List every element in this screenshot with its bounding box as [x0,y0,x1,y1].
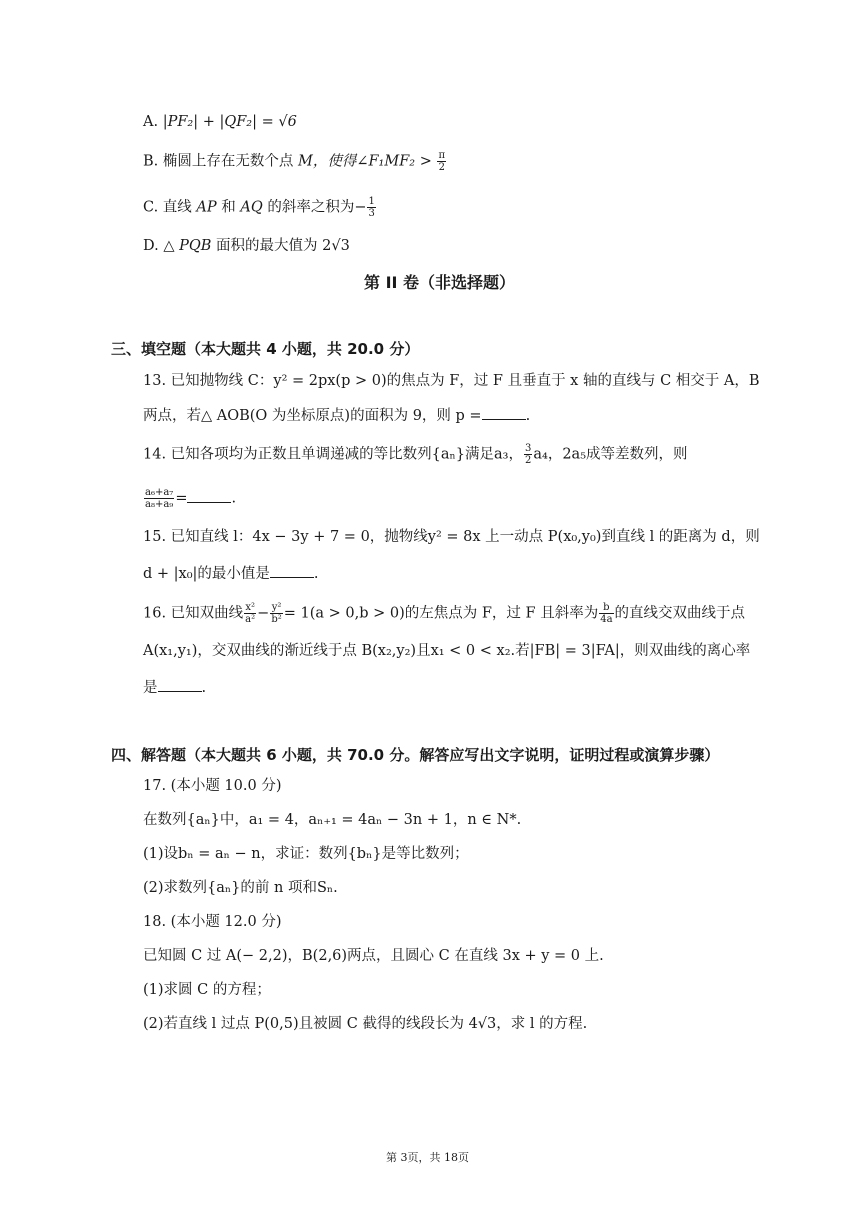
option-text: 的斜率之积为− [267,199,367,216]
q15-end: . [313,566,319,582]
q17-line2: (1)设bₙ = aₙ − n，求证：数列{bₙ}是等比数列； [143,846,469,862]
frac-num: a₆+a₇ [145,487,174,498]
fraction [599,602,613,625]
frac-num: 1 [368,196,375,207]
option-letter: D. [143,238,159,254]
q16-text: 16. 已知双曲线 [143,605,244,622]
frac-den: a₈+a₉ [145,499,174,510]
section-heading: 四、解答题（本大题共 6 小题，共 70.0 分。解答应写出文字说明，证明过程或演算步骤） [111,746,720,764]
q18-line3 [143,1014,587,1034]
section-heading: 三、填空题（本大题共 4 小题，共 20.0 分） [111,340,420,358]
option-text: 和 [221,199,236,216]
option-var: AQ [240,199,263,216]
option-a [143,112,297,132]
volume-title: 第 II 卷（非选择题） [364,273,516,292]
fraction [270,602,282,625]
q18-line1: 已知圆 C 过 A(− 2,2)，B(2,6)两点，且圆心 C 在直线 3x + y = 0 上. [143,948,604,964]
q15-line2 [143,563,319,584]
q17-line3: (2)求数列{aₙ}的前 n 项和Sₙ. [143,880,338,896]
fraction [144,487,174,510]
q16-line1 [143,602,745,625]
q18-line2: (1)求圆 C 的方程； [143,982,271,998]
q13-line1: 13. 已知抛物线 C：y² = 2px(p > 0)的焦点为 F，过 F 且垂直于 x 轴的直线与 C 相交于 A，B [143,373,760,389]
option-letter: B. [143,153,159,170]
q13-line2 [143,405,530,426]
page-footer: 第 3页，共 18页 [386,1151,469,1164]
q14-line2 [143,487,236,510]
q16-line2: A(x₁,y₁)，交双曲线的渐近线于点 B(x₂,y₂)且x₁ < 0 < x₂.若|FB| = 3|FA|，则双曲线的离心率 [143,643,751,659]
frac-num: b [599,602,613,614]
fraction [437,150,446,173]
frac-den: 2 [525,455,532,466]
option-value: 2√3 [322,238,350,254]
q15-text: d + |x₀|的最小值是 [143,566,270,582]
q16-text: 的直线交双曲线于点 [614,605,746,622]
answer-blank [270,563,314,578]
q18-value: 4√3 [468,1016,497,1032]
option-var: AP [196,199,217,216]
q16-line3 [143,677,206,698]
q18-head: 18. (本小题 12.0 分) [143,914,282,930]
q15-line1: 15. 已知直线 l：4x − 3y + 7 = 0，抛物线y² = 8x 上一动点 P(x₀,y₀)到直线 l 的距离为 d，则 [143,529,760,545]
q13-text: 两点，若△ AOB(O 为坐标原点)的面积为 9，则 p = [143,408,482,424]
option-letter: C. [143,199,159,216]
answer-blank [187,488,231,503]
fraction [367,196,375,219]
q16-text: = 1(a > 0,b > 0)的左焦点为 F，过 F 且斜率为 [283,605,599,622]
q17-head: 17. (本小题 10.0 分) [143,778,282,794]
frac-den: 2 [438,162,445,173]
q14-text: a₄，2a₅成等差数列，则 [533,446,688,463]
option-var: M [297,153,313,170]
answer-blank [158,677,202,692]
frac-num: 3 [525,443,532,454]
q18-text: (2)若直线 l 过点 P(0,5)且被圆 C 截得的线段长为 [143,1016,469,1032]
option-text: 面积的最大值为 [216,238,318,254]
q18-text: ，求 l 的方程. [496,1016,588,1032]
frac-den: 3 [368,208,375,219]
frac-num: π [438,150,446,161]
option-c [143,196,377,219]
option-b [143,150,447,173]
option-text: △ [163,238,175,254]
fraction [524,443,532,466]
q14-end: . [231,490,237,507]
option-letter: A. [143,114,159,130]
answer-blank [482,405,526,420]
frac-num: x² [245,602,255,613]
option-d [143,236,350,256]
q14-line1 [143,443,688,466]
option-var: PQB [179,238,212,254]
q16-text: − [257,605,270,622]
option-text: ，使得∠F₁MF₂ > [312,153,432,170]
option-text: 直线 [162,199,192,216]
frac-den: 4a [600,614,613,625]
fraction [244,602,256,625]
q16-end: . [201,680,207,696]
frac-den: b² [271,614,282,625]
option-text: |PF₂| + |QF₂| = √6 [162,114,297,130]
q14-text: = [175,490,188,507]
option-text: 椭圆上存在无数个点 [162,153,294,170]
q16-text: 是 [143,680,158,696]
frac-den: a² [245,614,256,625]
q17-line1: 在数列{aₙ}中，a₁ = 4，aₙ₊₁ = 4aₙ − 3n + 1，n ∈ N*. [143,812,522,828]
q13-end: . [525,408,531,424]
frac-num: y² [271,602,282,613]
q14-text: 14. 已知各项均为正数且单调递减的等比数列{aₙ}满足a₃， [143,446,523,463]
